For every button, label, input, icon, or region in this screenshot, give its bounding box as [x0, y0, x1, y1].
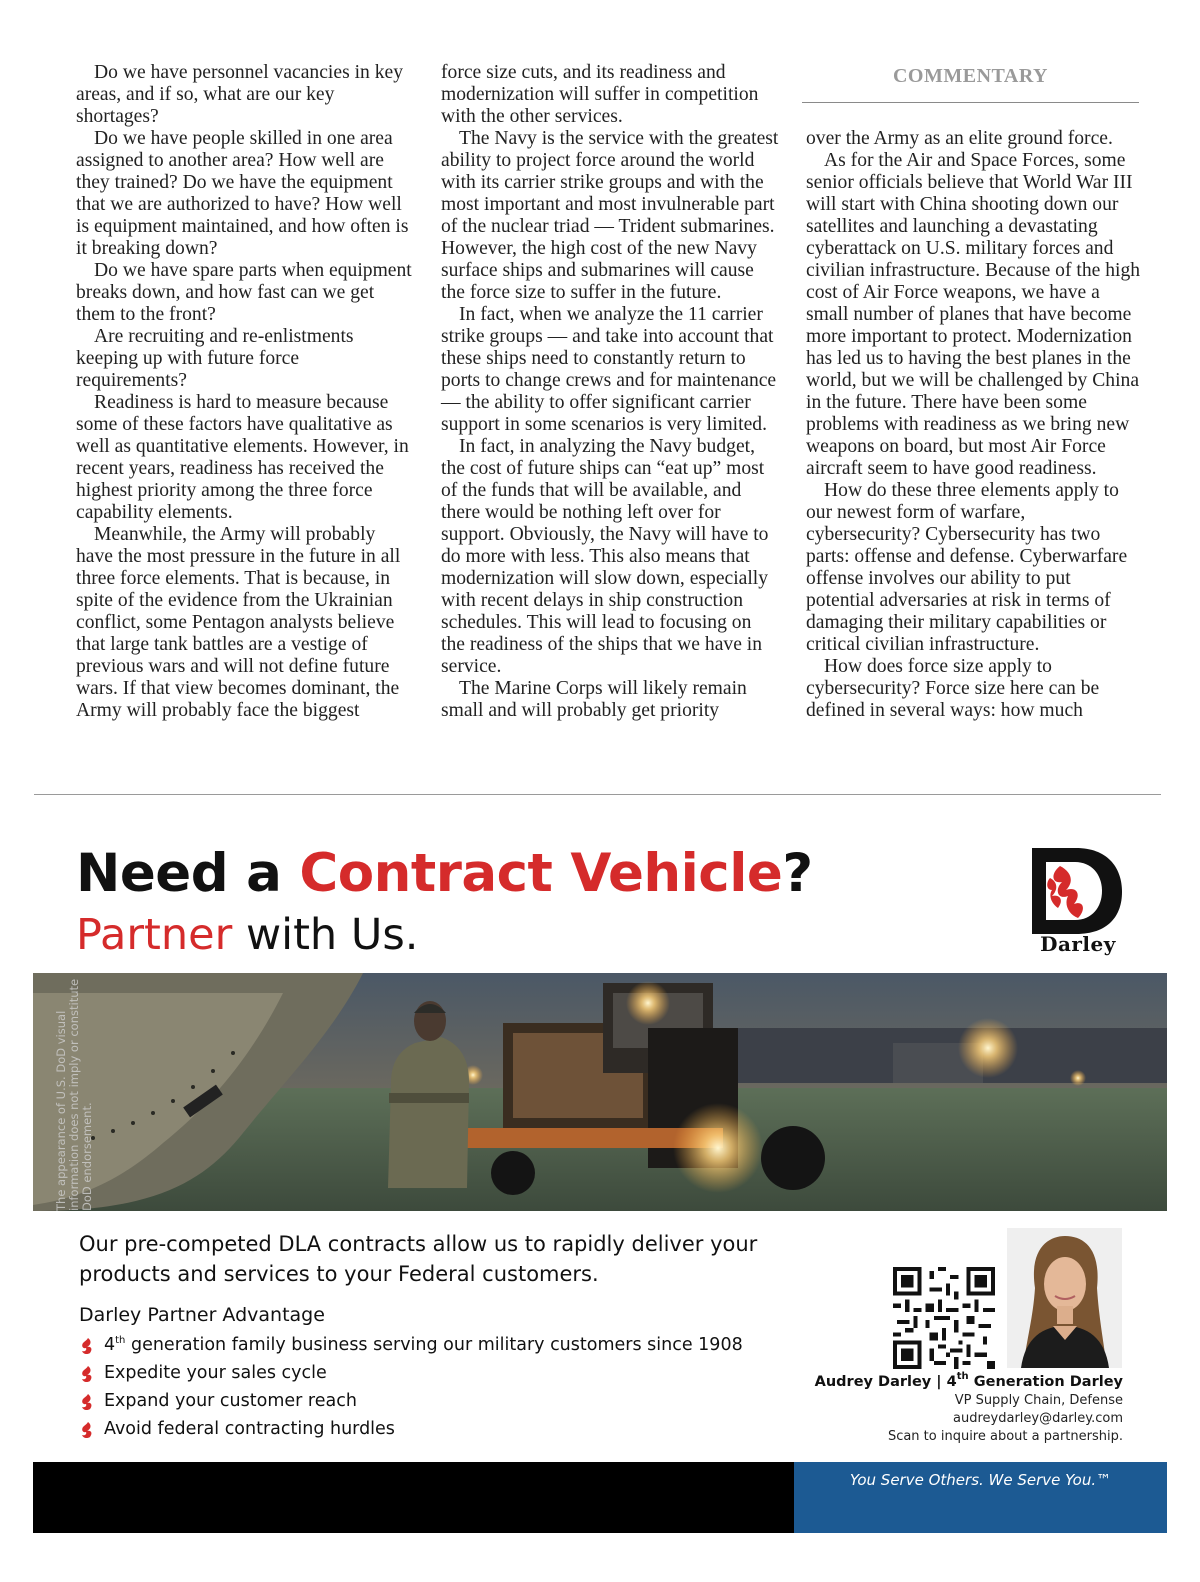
- article-column-3: [806, 128, 1144, 722]
- paragraph: Do we have personnel vacancies in key areas, and if so, what are our key shortages?: [76, 62, 404, 127]
- paragraph: In fact, when we analyze the 11 carrier strike groups — and take into account that these ships need to constantly return to ports to change crews and for maintenance — the ability to offer significant carrier support in some scenarios is very limited.: [441, 304, 777, 435]
- list-item: [79, 1415, 743, 1443]
- paragraph-continued: force size cuts, and its readiness and modernization will suffer in competition with the other services.: [441, 62, 759, 127]
- subhead-highlight: Partner: [76, 910, 233, 960]
- ordinal-suffix: th: [956, 1371, 969, 1382]
- list-item: [79, 1387, 743, 1415]
- list-item-text: Avoid federal contracting hurdles: [104, 1419, 395, 1439]
- list-item-text: Expand your customer reach: [104, 1391, 357, 1411]
- list-item-text: 4: [104, 1335, 116, 1355]
- scan-instruction: Scan to inquire about a partnership.: [887, 1429, 1123, 1444]
- contact-title: VP Supply Chain, Defense: [954, 1393, 1123, 1408]
- list-item-text: Expedite your sales cycle: [104, 1363, 327, 1383]
- forklift-photo: [33, 973, 1167, 1211]
- headline-text-end: ?: [782, 843, 813, 904]
- contact-email[interactable]: audreydarley@darley.com: [953, 1411, 1123, 1426]
- flame-bullet-icon: [79, 1337, 95, 1355]
- section-label: COMMENTARY: [802, 62, 1139, 103]
- ad-subheadline: [76, 905, 418, 965]
- paragraph-continued: over the Army as an elite ground force.: [806, 128, 1113, 149]
- subhead-text: with Us.: [232, 910, 419, 960]
- paragraph: Are recruiting and re-enlistments keeping up with future force requirements?: [76, 326, 354, 391]
- paragraph: As for the Air and Space Forces, some senior officials believe that World War III will start with China shooting down our satellites and launching a devastating cyberattack on U.S. military forces and civilian infrastructure. Because of the high cost of Air Force weapons, we have a small number of planes that have become more important to protect. Modernization has led us to having the best planes in the world, but we will be challenged by China in the future. There have been some problems with readiness as we bring new weapons on board, but most Air Force aircraft seem to have good readiness.: [806, 150, 1141, 479]
- list-item: [79, 1331, 743, 1359]
- advantage-title: Darley Partner Advantage: [79, 1304, 325, 1326]
- tagline: You Serve Others. We Serve You.™: [849, 1471, 1112, 1489]
- photo-disclaimer: The appearance of U.S. DoD visual information does not imply or constitute DoD endorsement.: [54, 978, 94, 1211]
- ad-headline: [76, 838, 813, 910]
- ordinal-suffix: th: [115, 1335, 126, 1346]
- paragraph: Do we have people skilled in one area assigned to another area? How well are they trained? Do we have the equipment that we are authorized to have? How well is equipment maintained, and how often is it breaking down?: [76, 128, 409, 259]
- paragraph: The Marine Corps will likely remain small and will probably get priority: [441, 678, 747, 721]
- ad-body-text: Our pre-competed DLA contracts allow us to rapidly deliver your products and services to your Federal customers.: [79, 1232, 758, 1286]
- list-item-text: generation family business serving our military customers since 1908: [125, 1335, 743, 1355]
- flame-bullet-icon: [79, 1393, 95, 1411]
- advantage-list: [79, 1331, 743, 1443]
- contact-portrait: [1007, 1228, 1122, 1368]
- contact-name-text: Generation Darley: [968, 1374, 1123, 1390]
- qr-code-icon[interactable]: [893, 1267, 995, 1369]
- contact-name-text: Audrey Darley | 4: [814, 1374, 957, 1390]
- headline-highlight: Contract Vehicle: [299, 843, 783, 904]
- headline-text: Need a: [76, 843, 300, 904]
- paragraph: Readiness is hard to measure because some of these factors have qualitative as well as quantitative elements. However, in recent years, readiness has received the highest priority among the three force capability elements.: [76, 392, 409, 523]
- paragraph: Meanwhile, the Army will probably have the most pressure in the future in all three force elements. That is because, in spite of the evidence from the Ukrainian conflict, some Pentagon analysts believe that large tank battles are a vestige of previous wars and will not define future wars. If that view becomes dominant, the Army will probably face the biggest: [76, 524, 401, 721]
- paragraph: Do we have spare parts when equipment breaks down, and how fast can we get them to the front?: [76, 260, 412, 325]
- article-column-2: [441, 62, 779, 722]
- contact-name: [800, 1372, 1123, 1392]
- flame-bullet-icon: [79, 1365, 95, 1383]
- flame-bullet-icon: [79, 1421, 95, 1439]
- paragraph: The Navy is the service with the greatest ability to project force around the world with its carrier strike groups and with the most important and most invulnerable part of the nuclear triad — Trident submarines. However, the high cost of the new Navy surface ships and submarines will cause the force size to suffer in the future.: [441, 128, 779, 303]
- article-column-1: [76, 62, 414, 722]
- list-item: [79, 1359, 743, 1387]
- paragraph: How do these three elements apply to our newest form of warfare, cybersecurity? Cybersecurity has two parts: offense and defense. Cyberwarfare offense involves our ability to put potential adversaries at risk in terms of damaging their military capabilities or critical civilian infrastructure.: [806, 480, 1128, 655]
- paragraph: In fact, in analyzing the Navy budget, the cost of future ships can “eat up” most of the funds that will be available, and there would be nothing left over for support. Obviously, the Navy will have to do more with less. This also means that modernization will slow down, especially with recent delays in ship construction schedules. This will lead to focusing on the readiness of the ships that we have in service.: [441, 436, 769, 677]
- footer-bar: [33, 1462, 794, 1533]
- darley-wordmark: Darley: [1040, 932, 1116, 956]
- paragraph: How does force size apply to cybersecurity? Force size here can be defined in several ways: how much: [806, 656, 1100, 721]
- section-divider: [34, 794, 1161, 795]
